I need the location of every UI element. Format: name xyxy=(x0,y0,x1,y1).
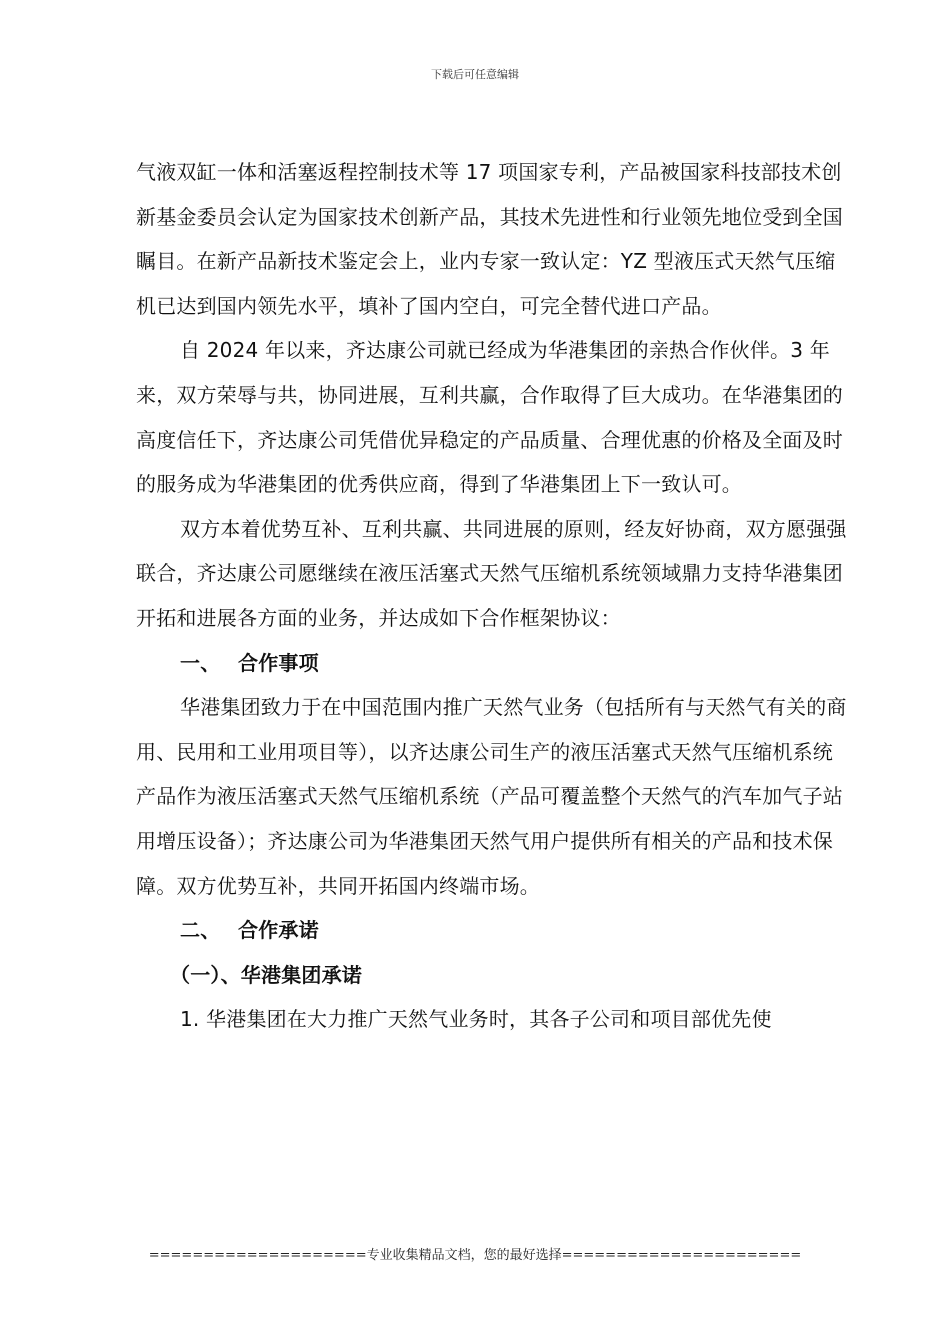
paragraph-commitment-item-1: 1. 华港集团在大力推广天然气业务时，其各子公司和项目部优先使 xyxy=(180,1007,772,1032)
paragraph-cooperation-items: 华港集团致力于在中国范围内推广天然气业务（包括所有与天然气有关的商用、民用和工业用项目等），以齐达康公司生产的液压活塞式天然气压缩机系统产品作为液压活塞式天然气压缩机系统（产品可覆盖整个天然气的汽车加气子站用增压设备）；齐达康公司为华港集团天然气用户提供所有相关的产品和技术保障。双方优势互补，共同开拓国内终端市场。 xyxy=(136,695,847,898)
paragraph-partnership: 自 2024 年以来，齐达康公司就已经成为华港集团的亲热合作伙伴。3 年来，双方荣辱与共，协同进展，互利共赢，合作取得了巨大成功。在华港集团的高度信任下，齐达康公司凭借优异稳定的产品质量、合理优惠的价格及全面及时的服务成为华港集团的优秀供应商，得到了华港集团上下一致认可。 xyxy=(136,338,843,497)
section-title: 合作事项 xyxy=(238,650,319,675)
section-number: 一、 xyxy=(180,650,221,675)
section-heading-cooperation-commitments xyxy=(136,908,848,953)
footer-note: ====================专业收集精品文档，您的最好选择====================== xyxy=(148,1248,802,1263)
paragraph-agreement-intro: 双方本着优势互补、互利共赢、共同进展的原则，经友好协商，双方愿强强联合，齐达康公司愿继续在液压活塞式天然气压缩机系统领域鼎力支持华港集团开拓和进展各方面的业务，并达成如下合作框架协议： xyxy=(136,516,847,630)
header-note: 下载后可任意编辑 xyxy=(431,68,519,81)
paragraph-patents: 气液双缸一体和活塞返程控制技术等 17 项国家专利，产品被国家科技部技术创新基金委员会认定为国家技术创新产品，其技术先进性和行业领先地位受到全国瞩目。在新产品新技术鉴定会上，业内专家一致认定：YZ 型液压式天然气压缩机已达到国内领先水平，填补了国内空白，可完全替代进口产品。 xyxy=(136,160,843,318)
document-body xyxy=(136,150,848,1042)
section-title: 合作承诺 xyxy=(238,918,319,943)
section-number: 二、 xyxy=(180,918,221,943)
section-heading-cooperation-items xyxy=(136,641,848,686)
subsection-heading-huagang-commitment: （一）、华港集团承诺 xyxy=(170,962,362,987)
